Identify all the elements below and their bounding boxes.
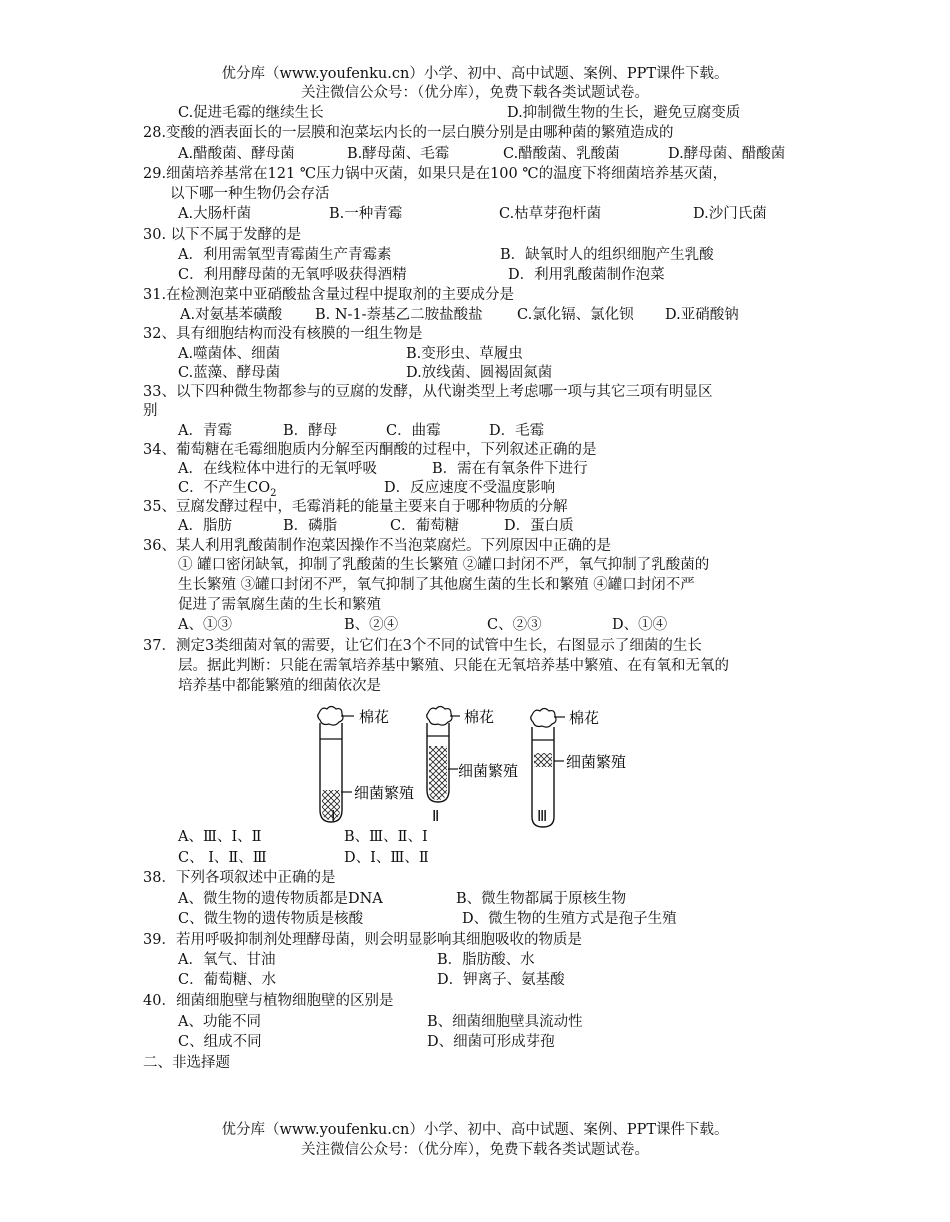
q30-option-b: B．缺氧时人的组织细胞产生乳酸 (500, 247, 714, 263)
q37-stem-1: 37．测定3类细菌对氧的需要，让它们在3个不同的试管中生长，右图显示了细菌的生长 (143, 638, 702, 654)
q36-option-b: B、②④ (344, 617, 399, 633)
q32-option-a: A.噬菌体、细菌 (178, 346, 281, 362)
q36-option-d: D、①④ (612, 617, 668, 633)
q32-option-c: C.蓝藻、酵母菌 (178, 365, 281, 381)
q37-stem-2: 层。据此判断：只能在需氧培养基中繁殖、只能在无氧培养基中繁殖、在有氧和无氧的 (178, 658, 729, 674)
q29-option-a: A.大肠杆菌 (178, 206, 252, 222)
q32-option-b: B.变形虫、草履虫 (406, 346, 523, 362)
q29-option-c: C.枯草芽孢杆菌 (499, 206, 602, 222)
tube-1 (318, 707, 354, 823)
q28-stem: 28.变酸的酒表面长的一层膜和泡菜坛内长的一层白膜分别是由哪种菌的繁殖造成的 (143, 125, 674, 141)
tube-3-growth-label: 细菌繁殖 (566, 753, 627, 771)
q32-option-d: D.放线菌、圆褐固氮菌 (406, 365, 553, 381)
q35-option-c: C．葡萄糖 (390, 518, 460, 534)
tube-number-3: Ⅲ (537, 809, 548, 825)
cotton-plug-2-icon (427, 707, 452, 726)
q33-option-b: B．酵母 (283, 423, 338, 439)
footer-line-2: 关注微信公众号：（优分库），免费下载各类试题试卷。 (301, 1142, 649, 1158)
q40-stem: 40．细菌细胞壁与植物细胞壁的区别是 (143, 993, 394, 1009)
q31-option-c: C.氯化镉、氯化钡 (517, 307, 634, 323)
q30-option-a: A．利用需氧型青霉菌生产青霉素 (178, 247, 392, 263)
q28-option-c: C.醋酸菌、乳酸菌 (503, 146, 620, 162)
q32-stem: 32、具有细胞结构而没有核膜的一组生物是 (143, 326, 423, 342)
section-2-heading: 二、非选择题 (143, 1055, 230, 1071)
q34-option-d: D．反应速度不受温度影响 (384, 480, 556, 496)
q31-option-d: D.亚硝酸钠 (665, 307, 739, 323)
q29-stem-1: 29.细菌培养基常在121 ℃压力锅中灭菌，如果只是在100 ℃的温度下将细菌培养基灭菌， (143, 166, 728, 182)
tube-3-cotton-label: 棉花 (569, 709, 600, 727)
tube-2-cotton-label: 棉花 (464, 708, 495, 726)
tube-3 (531, 709, 565, 828)
q40-option-a: A、功能不同 (178, 1014, 261, 1030)
q38-option-c: C、微生物的遗传物质是核酸 (178, 911, 364, 927)
q36-option-a: A、①③ (178, 617, 232, 633)
q34-option-c-subscript: 2 (270, 487, 277, 499)
q29-stem-2: 以下哪一种生物仍会存活 (170, 186, 330, 202)
q28-option-d: D.酵母菌、醋酸菌 (668, 146, 786, 162)
q36-line-3: 促进了需氧腐生菌的生长和繁殖 (178, 597, 381, 613)
cotton-plug-3-icon (531, 709, 556, 728)
q30-option-d: D．利用乳酸菌制作泡菜 (508, 267, 665, 283)
q37-option-c: C、 Ⅰ、Ⅱ、Ⅲ (178, 850, 267, 866)
q27-option-d: D.抑制微生物的生长，避免豆腐变质 (507, 105, 741, 121)
tube-1-growth-label: 细菌繁殖 (354, 784, 415, 802)
q38-option-d: D、微生物的生殖方式是孢子生殖 (462, 911, 677, 927)
q35-stem: 35、豆腐发酵过程中，毛霉消耗的能量主要来自于哪种物质的分解 (143, 499, 568, 515)
q35-option-b: B．磷脂 (283, 518, 338, 534)
q29-option-b: B.一种青霉 (329, 206, 403, 222)
header-line-1: 优分库（www.youfenku.cn）小学、初中、高中试题、案例、PPT课件下载。 (221, 66, 729, 82)
q36-line-1: ① 罐口密闭缺氧，抑制了乳酸菌的生长繁殖 ②罐口封闭不严，氧气抑制了乳酸菌的 (178, 557, 710, 573)
q31-option-a: A.对氨基苯磺酸 (180, 307, 283, 323)
q34-stem: 34、葡萄糖在毛霉细胞质内分解至丙酮酸的过程中，下列叙述正确的是 (143, 442, 597, 458)
test-tubes-figure (310, 705, 650, 830)
q29-option-d: D.沙门氏菌 (693, 206, 767, 222)
header-line-2: 关注微信公众号：（优分库），免费下载各类试题试卷。 (301, 85, 649, 101)
q31-option-b: B. N-1-萘基乙二胺盐酸盐 (315, 307, 483, 323)
cotton-plug-1-icon (318, 707, 343, 726)
q38-option-a: A、微生物的遗传物质都是DNA (178, 891, 383, 907)
q40-option-c: C、组成不同 (178, 1034, 262, 1050)
tube-number-2: Ⅱ (432, 809, 440, 825)
q35-option-a: A．脂肪 (178, 518, 232, 534)
q38-stem: 38．下列各项叙述中正确的是 (143, 870, 336, 886)
q36-option-c: C、②③ (487, 617, 542, 633)
q30-stem: 30. 以下不属于发酵的是 (143, 227, 302, 243)
q34-option-b: B．需在有氧条件下进行 (432, 461, 588, 477)
q37-option-d: D、Ⅰ、Ⅲ、Ⅱ (344, 850, 429, 866)
q33-option-d: D．毛霉 (489, 423, 545, 439)
q34-option-a: A．在线粒体中进行的无氧呼吸 (178, 461, 377, 477)
q37-option-b: B、Ⅲ、Ⅱ、Ⅰ (344, 829, 428, 845)
q39-option-a: A．氧气、甘油 (178, 952, 276, 968)
q28-option-b: B.酵母菌、毛霉 (347, 146, 450, 162)
q40-option-d: D、细菌可形成芽孢 (427, 1034, 555, 1050)
q33-stem-1: 33、以下四种微生物都参与的豆腐的发酵，从代谢类型上考虑哪一项与其它三项有明显区 (143, 384, 713, 400)
tube-1-cotton-label: 棉花 (359, 708, 390, 726)
footer-line-1: 优分库（www.youfenku.cn）小学、初中、高中试题、案例、PPT课件下载。 (221, 1122, 729, 1138)
q30-option-c: C．利用酵母菌的无氧呼吸获得酒精 (178, 267, 407, 283)
tube-2 (427, 707, 460, 803)
q36-line-2: 生长繁殖 ③罐口封闭不严，氧气抑制了其他腐生菌的生长和繁殖 ④罐口封闭不严 (178, 577, 695, 593)
q40-option-b: B、细菌细胞壁具流动性 (427, 1014, 583, 1030)
q31-stem: 31.在检测泡菜中亚硝酸盐含量过程中提取剂的主要成分是 (143, 287, 515, 303)
tube-number-1: Ⅰ (331, 809, 336, 825)
tube-2-growth-label: 细菌繁殖 (458, 762, 519, 780)
q36-stem: 36、某人利用乳酸菌制作泡菜因操作不当泡菜腐烂。下列原因中正确的是 (143, 538, 611, 554)
q39-option-b: B．脂肪酸、水 (437, 952, 535, 968)
q37-option-a: A、Ⅲ、Ⅰ、Ⅱ (178, 829, 262, 845)
q35-option-d: D．蛋白质 (504, 518, 574, 534)
q34-option-c-text: C．不产生CO (178, 480, 271, 496)
q39-option-d: D．钾离子、氨基酸 (437, 972, 565, 988)
q39-option-c: C．葡萄糖、水 (178, 972, 277, 988)
q39-stem: 39．若用呼吸抑制剂处理酵母菌，则会明显影响其细胞吸收的物质是 (143, 932, 582, 948)
q37-stem-3: 培养基中都能繁殖的细菌依次是 (178, 678, 381, 694)
q28-option-a: A.醋酸菌、酵母菌 (178, 146, 295, 162)
q33-stem-2: 别 (143, 403, 158, 419)
q38-option-b: B、微生物都属于原核生物 (456, 891, 627, 907)
q33-option-c: C．曲霉 (386, 423, 441, 439)
q33-option-a: A．青霉 (178, 423, 232, 439)
q27-option-c: C.促进毛霉的继续生长 (178, 105, 324, 121)
